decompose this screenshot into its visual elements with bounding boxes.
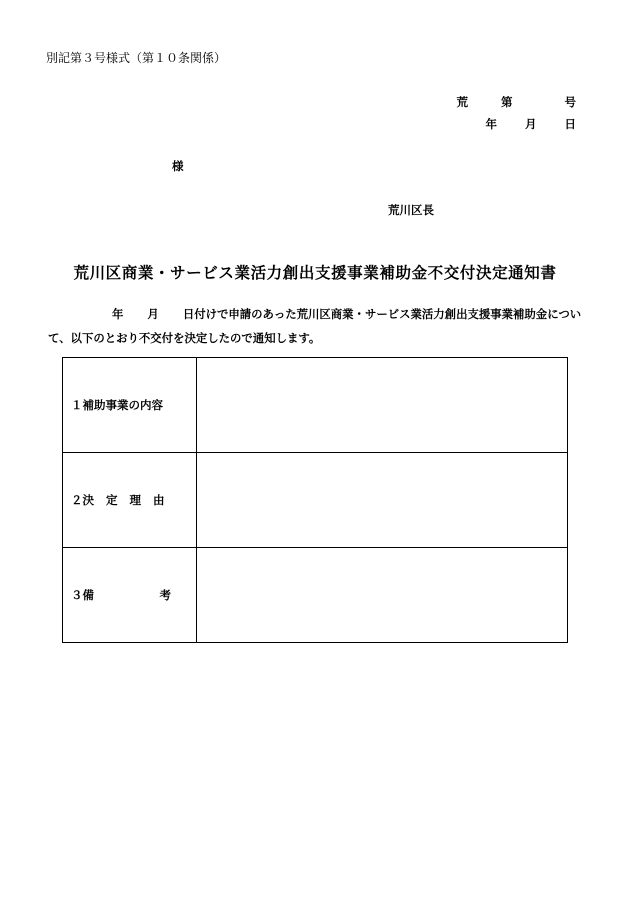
row-label-reason: ２決 定 理 由 [63, 453, 197, 548]
body-paragraph [48, 302, 583, 350]
body-month: 月 [147, 307, 159, 321]
table-row [63, 358, 568, 453]
date-month: 月 [525, 117, 537, 131]
recipient: 様 [172, 159, 184, 173]
row-value-remarks [197, 548, 568, 643]
ref-go: 号 [564, 95, 576, 109]
ref-prefix: 荒 [456, 95, 468, 109]
document-title: 荒川区商業・サービス業活力創出支援事業補助金不交付決定通知書 [73, 264, 557, 282]
notice-table [62, 357, 568, 643]
sender: 荒川区長 [388, 203, 434, 217]
table-row [63, 453, 568, 548]
row-value-reason [197, 453, 568, 548]
issue-date [486, 116, 577, 132]
row-label-remarks: ３備 考 [63, 548, 197, 643]
body-text: 日付けで申請のあった荒川区商業・サービス業活力創出支援事業補助金について、以下のとおり不交付を決定したので通知します。 [48, 307, 582, 345]
table-row [63, 548, 568, 643]
body-year: 年 [112, 307, 124, 321]
row-label-content: １補助事業の内容 [63, 358, 197, 453]
form-number: 別記第３号様式（第１０条関係） [46, 51, 227, 65]
reference-number [457, 94, 577, 110]
ref-dai: 第 [501, 95, 513, 109]
date-year: 年 [485, 117, 497, 131]
date-day: 日 [564, 117, 576, 131]
row-value-content [197, 358, 568, 453]
